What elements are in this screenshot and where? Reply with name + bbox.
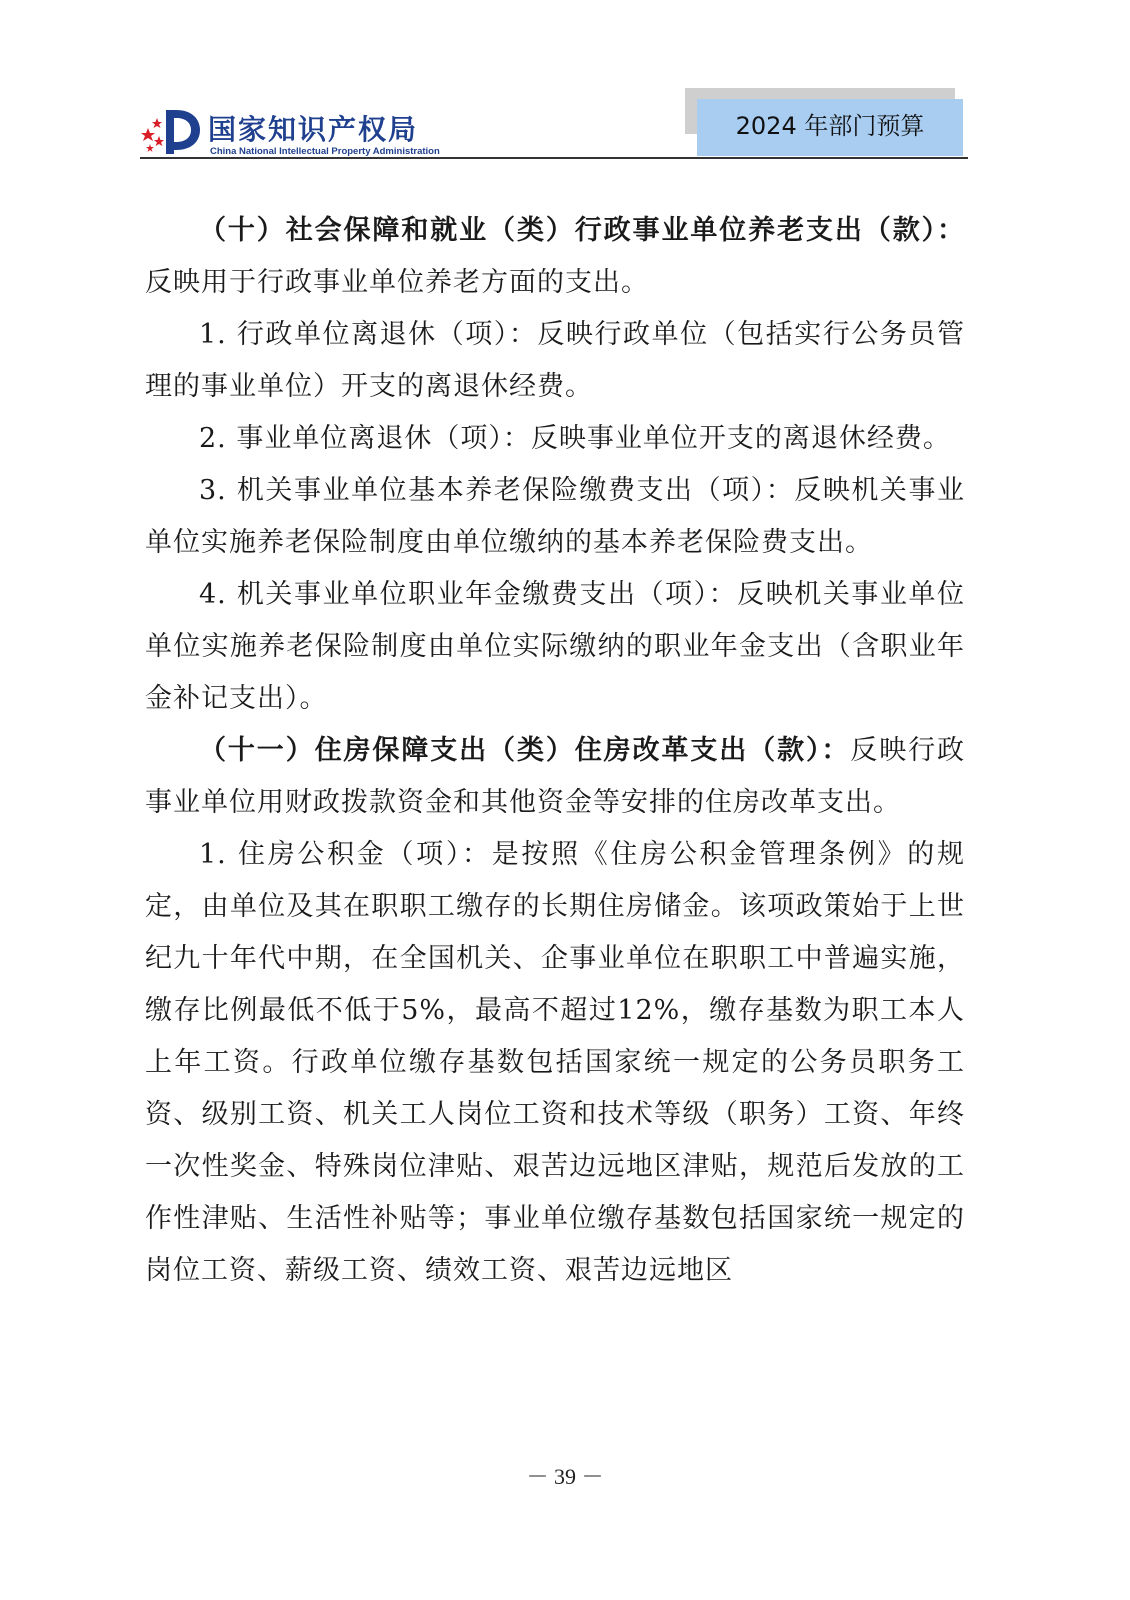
page-number: － 39 － (526, 1464, 604, 1489)
paragraph-housing (145, 725, 965, 829)
document-tab-label: 2024 年部门预算 (735, 112, 925, 140)
logo-english-name: China National Intellectual Property Administration (210, 146, 440, 157)
paragraph-item-2: 2. 事业单位离退休（项）：反映事业单位开支的离退休经费。 (199, 423, 951, 454)
page-header (0, 0, 1130, 165)
paragraph-item-1: 1. 行政单位离退休（项）：反映行政单位（包括实行公务员管理的事业单位）开支的离退休经费。 (145, 319, 965, 402)
section-heading-ten: （十）社会保障和就业（类）行政事业单位养老支出（款）： (199, 215, 965, 246)
section-text-eleven: 反映行政事业单位用财政拨款资金和其他资金等安排的住房改革支出。 (145, 735, 966, 818)
paragraph-housing-fund: 1. 住房公积金（项）：是按照《住房公积金管理条例》的规定，由单位及其在职职工缴存的长期住房储金。该项政策始于上世纪九十年代中期，在全国机关、企事业单位在职职工中普遍实施，缴存比例最低不低于5%，最高不超过12%，缴存基数为职工本人上年工资。行政单位缴存基数包括国家统一规定的公务员职务工资、级别工资、机关工人岗位工资和技术等级（职务）工资、年终一次性奖金、特殊岗位津贴、艰苦边远地区津贴，规范后发放的工作性津贴、生活性补贴等；事业单位缴存基数包括国家统一规定的岗位工资、薪级工资、绩效工资、艰苦边远地区 (145, 839, 965, 1286)
logo-chinese-name: 国家知识产权局 (208, 113, 419, 146)
cnipa-logo (140, 106, 445, 158)
document-tab (697, 99, 963, 156)
section-text-ten: 反映用于行政事业单位养老方面的支出。 (145, 267, 649, 298)
header-rule (140, 157, 968, 159)
section-heading-eleven: （十一）住房保障支出（类）住房改革支出（款）： (199, 735, 851, 766)
paragraph-item-4: 4. 机关事业单位职业年金缴费支出（项）：反映机关事业单位单位实施养老保险制度由单位实际缴纳的职业年金支出（含职业年金补记支出）。 (145, 579, 965, 714)
document-body (145, 205, 965, 1297)
paragraph-social-security (145, 205, 965, 309)
paragraph-item-3: 3. 机关事业单位基本养老保险缴费支出（项）：反映机关事业单位实施养老保险制度由单位缴纳的基本养老保险费支出。 (145, 475, 965, 558)
cnipa-emblem-icon (140, 106, 206, 156)
